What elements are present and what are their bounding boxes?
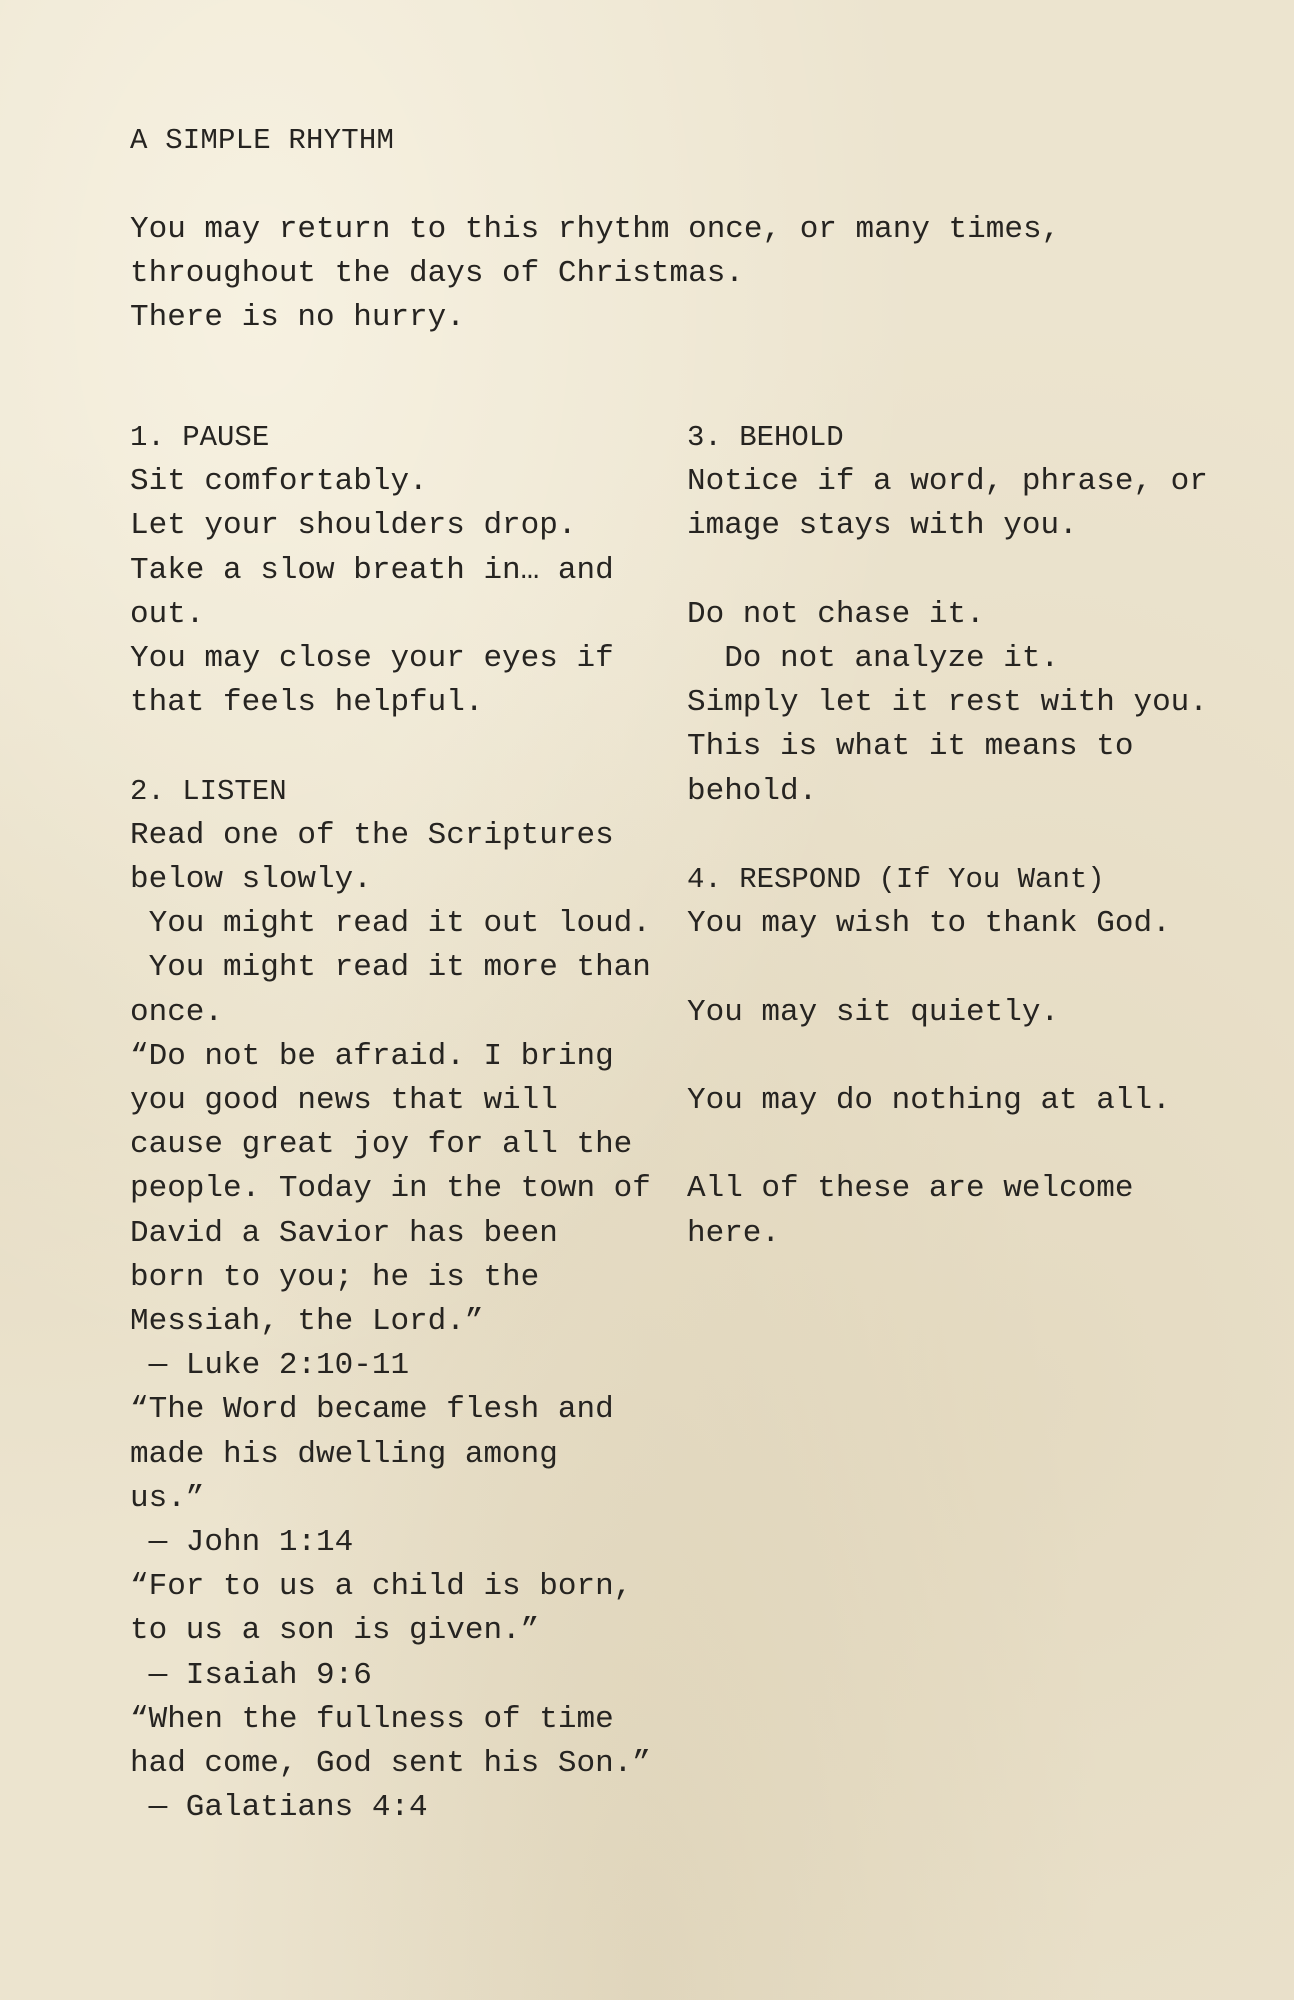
quote-line: made his dwelling among (130, 1436, 558, 1472)
spacer (687, 549, 1207, 593)
intro-line: There is no hurry. (130, 300, 465, 335)
section-heading: 2. LISTEN (130, 774, 287, 808)
quote-line: “The Word became flesh and (130, 1392, 614, 1428)
scripture-reference: — Luke 2:10-11 (130, 1348, 410, 1384)
quote-line: Messiah, the Lord.” (130, 1304, 484, 1340)
quote-line: “For to us a child is born, (130, 1569, 633, 1605)
section-behold (687, 416, 1207, 814)
text-line: Read one of the Scriptures (130, 817, 614, 853)
text-line: Let your shoulders drop. (130, 508, 577, 544)
text-line: image stays with you. (687, 508, 1078, 544)
spacer (687, 1123, 1207, 1167)
text-line: Take a slow breath in… and (130, 552, 614, 588)
quote-line: people. Today in the town of (130, 1171, 651, 1207)
right-column (687, 416, 1207, 1256)
section-listen (130, 770, 651, 1831)
spacer (687, 814, 1207, 858)
text-line: out. (130, 596, 205, 632)
section-heading: 1. PAUSE (130, 421, 270, 454)
text-line: You might read it more than (130, 950, 651, 986)
section-respond (687, 858, 1207, 1256)
text-line: below slowly. (130, 862, 372, 898)
spacer (687, 946, 1207, 990)
text-line: You might read it out loud. (130, 906, 651, 942)
spacer (130, 725, 630, 769)
text-line: You may wish to thank God. (687, 906, 1171, 942)
scripture-reference: — John 1:14 (130, 1525, 354, 1561)
text-line: Simply let it rest with you. (687, 685, 1208, 721)
text-line: Do not analyze it. (687, 641, 1060, 676)
text-line: Sit comfortably. (130, 464, 428, 500)
quote-line: David a Savior has been (130, 1215, 558, 1251)
text-line: All of these are welcome (687, 1171, 1134, 1207)
text-line: You may sit quietly. (687, 994, 1060, 1030)
quote-line: us.” (130, 1480, 205, 1516)
text-line: You may close your eyes if (130, 641, 614, 677)
quote-line: cause great joy for all the (130, 1127, 633, 1163)
section-heading: 3. BEHOLD (687, 421, 844, 454)
quote-line: to us a son is given.” (130, 1613, 540, 1649)
quote-line: had come, God sent his Son.” (130, 1746, 651, 1782)
text-line: You may do nothing at all. (687, 1082, 1171, 1118)
text-line: here. (687, 1215, 781, 1251)
scripture-quote (130, 1388, 630, 1565)
quote-line: “When the fullness of time (130, 1701, 614, 1737)
text-line: behold. (687, 773, 818, 809)
intro-paragraph (130, 208, 1130, 340)
scripture-quote (130, 1565, 633, 1698)
section-heading: 4. RESPOND (If You Want) (687, 863, 1105, 896)
text-line: Do not chase it. (687, 596, 985, 632)
page-title: A SIMPLE RHYTHM (130, 124, 395, 157)
intro-line: throughout the days of Christmas. (130, 256, 744, 291)
section-pause (130, 416, 630, 725)
scripture-reference: — Galatians 4:4 (130, 1790, 428, 1826)
quote-line: “Do not be afraid. I bring (130, 1038, 614, 1074)
intro-line: You may return to this rhythm once, or many times, (130, 212, 1061, 247)
scripture-quote (130, 1698, 651, 1831)
quote-line: born to you; he is the (130, 1259, 540, 1295)
text-line: Notice if a word, phrase, or (687, 464, 1208, 500)
scripture-quote (130, 1035, 651, 1389)
text-line: This is what it means to (687, 729, 1134, 765)
text-line: that feels helpful. (130, 685, 484, 721)
left-column (130, 416, 651, 1830)
scripture-reference: — Isaiah 9:6 (130, 1657, 372, 1693)
spacer (687, 1035, 1207, 1079)
quote-line: you good news that will (130, 1083, 558, 1119)
text-line: once. (130, 994, 224, 1030)
